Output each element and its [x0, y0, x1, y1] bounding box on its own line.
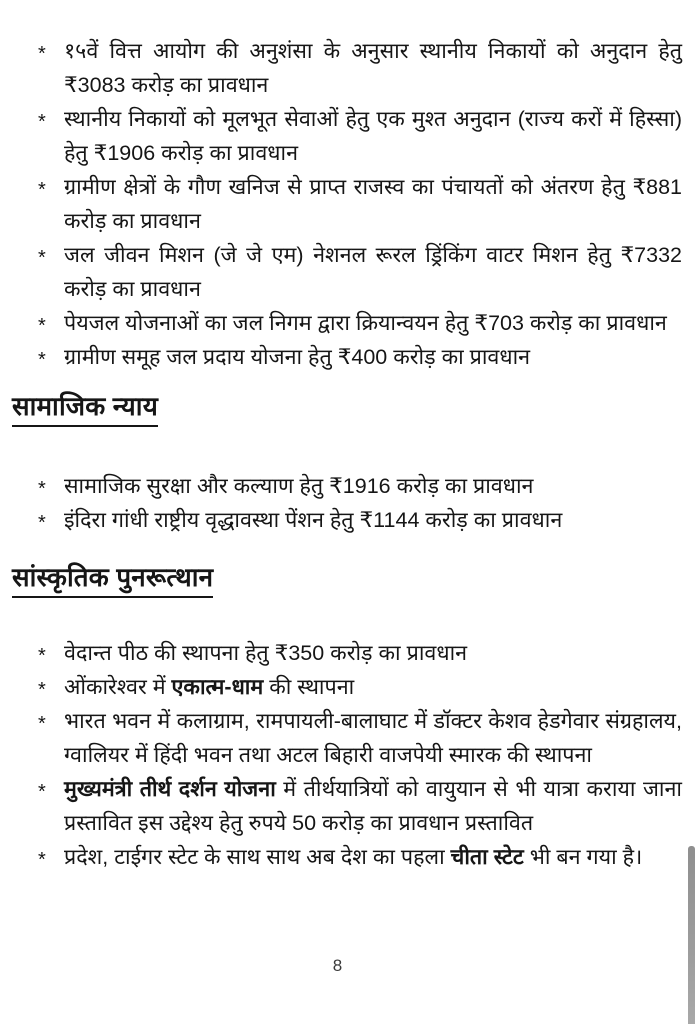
- list-item-text: भारत भवन में कलाग्राम, रामपायली-बालाघाट में डॉक्टर केशव हेडगेवार संग्रहालय, ग्वालियर में हिंदी भवन तथा अटल बिहारी वाजपेयी स्मारक की स्थापना: [64, 709, 682, 767]
- list-item-text: की स्थापना: [263, 675, 355, 699]
- asterisk-bullet-icon: *: [38, 111, 46, 133]
- list-item-text: भी बन गया है।: [523, 845, 643, 869]
- list-item-text: स्थानीय निकायों को मूलभूत सेवाओं हेतु एक मुश्त अनुदान (राज्य करों में हिस्सा) हेतु ₹1906 करोड़ का प्रावधान: [64, 107, 682, 165]
- list-item-text: में तीर्थयात्रियों को वायुयान से भी यात्रा कराया जाना प्रस्तावित इस उद्देश्य हेतु रुपये 50 करोड़ का प्रावधान प्रस्तावित: [64, 777, 682, 835]
- list-item: [0, 340, 682, 374]
- list-item-text-bold: एकात्म-धाम: [171, 675, 264, 699]
- list-item: [0, 670, 682, 704]
- list-item-text: १५वें वित्त आयोग की अनुशंसा के अनुसार स्थानीय निकायों को अनुदान हेतु ₹3083 करोड़ का प्रावधान: [64, 39, 682, 97]
- document-section: [0, 34, 682, 374]
- asterisk-bullet-icon: *: [38, 512, 46, 534]
- asterisk-bullet-icon: *: [38, 679, 46, 701]
- bullet-list: [0, 636, 682, 874]
- list-item: [0, 503, 682, 537]
- list-item-text-bold: मुख्यमंत्री तीर्थ दर्शन योजना: [64, 777, 276, 801]
- list-item: [0, 636, 682, 670]
- list-item: [0, 102, 682, 170]
- section-heading: [12, 561, 682, 598]
- document-section: [0, 390, 682, 537]
- bullet-list: [0, 34, 682, 374]
- section-heading: [12, 390, 682, 427]
- asterisk-bullet-icon: *: [38, 645, 46, 667]
- list-item-text: ओंकारेश्वर में: [64, 675, 172, 699]
- list-item: [0, 238, 682, 306]
- list-item: [0, 840, 682, 874]
- list-item-text: प्रदेश, टाईगर स्टेट के साथ साथ अब देश का पहला: [64, 845, 451, 869]
- list-item: [0, 306, 682, 340]
- section-heading-text: सामाजिक न्याय: [12, 390, 158, 427]
- asterisk-bullet-icon: *: [38, 179, 46, 201]
- list-item-text: जल जीवन मिशन (जे जे एम) नेशनल रूरल ड्रिंकिंग वाटर मिशन हेतु ₹7332 करोड़ का प्रावधान: [64, 243, 682, 301]
- asterisk-bullet-icon: *: [38, 315, 46, 337]
- asterisk-bullet-icon: *: [38, 247, 46, 269]
- list-item-text-bold: चीता स्टेट: [450, 845, 524, 869]
- section-heading-text: सांस्कृतिक पुनरूत्थान: [12, 561, 213, 598]
- list-item: [0, 704, 682, 772]
- asterisk-bullet-icon: *: [38, 43, 46, 65]
- page-number: 8: [332, 956, 343, 975]
- asterisk-bullet-icon: *: [38, 781, 46, 803]
- list-item: [0, 469, 682, 503]
- asterisk-bullet-icon: *: [38, 713, 46, 735]
- document-section: [0, 561, 682, 874]
- list-item: [0, 34, 682, 102]
- list-item-text: सामाजिक सुरक्षा और कल्याण हेतु ₹1916 करोड़ का प्रावधान: [64, 474, 534, 498]
- scan-edge-artifact: [688, 846, 695, 1024]
- list-item-text: पेयजल योजनाओं का जल निगम द्वारा क्रियान्वयन हेतु ₹703 करोड़ का प्रावधान: [64, 311, 667, 335]
- list-item: [0, 170, 682, 238]
- list-item-text: इंदिरा गांधी राष्ट्रीय वृद्धावस्था पेंशन हेतु ₹1144 करोड़ का प्रावधान: [64, 508, 563, 532]
- asterisk-bullet-icon: *: [38, 478, 46, 500]
- list-item: [0, 772, 682, 840]
- asterisk-bullet-icon: *: [38, 349, 46, 371]
- list-item-text: ग्रामीण समूह जल प्रदाय योजना हेतु ₹400 करोड़ का प्रावधान: [64, 345, 531, 369]
- list-item-text: वेदान्त पीठ की स्थापना हेतु ₹350 करोड़ का प्रावधान: [64, 641, 468, 665]
- bullet-list: [0, 469, 682, 537]
- list-item-text: ग्रामीण क्षेत्रों के गौण खनिज से प्राप्त राजस्व का पंचायतों को अंतरण हेतु ₹881 करोड़ का प्रावधान: [64, 175, 682, 233]
- asterisk-bullet-icon: *: [38, 849, 46, 871]
